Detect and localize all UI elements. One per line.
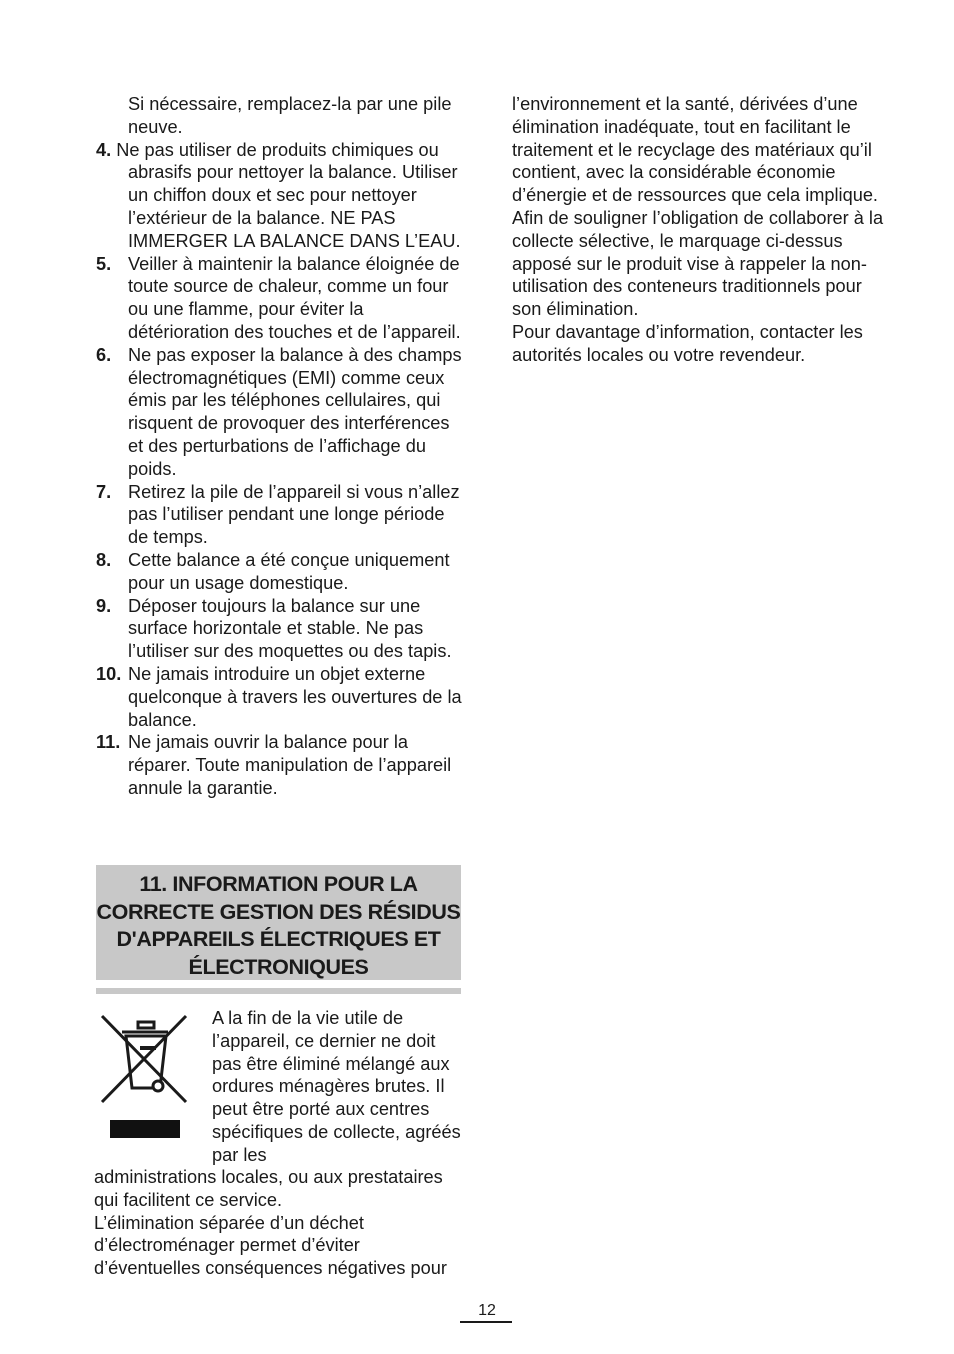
page-number: 12: [478, 1302, 496, 1319]
paragraph: Pour davantage d’information, contacter les autorités locales ou votre revendeur.: [512, 321, 863, 365]
item-text: Ne pas exposer la balance à des champs électromagnétiques (EMI) comme ceux émis par les téléphones cellulaires, qui risquent de provoquer des interférences et des perturbations de l’affichage du poids.: [128, 344, 462, 479]
list-item: [96, 663, 466, 731]
list-item: [96, 344, 466, 481]
list-item: [96, 481, 466, 549]
item-number: 4.: [96, 139, 112, 160]
item-text: Déposer toujours la balance sur une surface horizontale et stable. Ne pas l’utiliser sur des moquettes ou des tapis.: [128, 595, 452, 662]
item-text: Cette balance a été conçue uniquement pour un usage domestique.: [128, 549, 450, 593]
item-text: Ne jamais ouvrir la balance pour la réparer. Toute manipulation de l’appareil annule la garantie.: [128, 732, 452, 798]
heading-line: 11. INFORMATION POUR LA: [139, 872, 418, 896]
paragraph: administrations locales, ou aux prestataires qui facilitent ce service.: [94, 1167, 443, 1210]
list-item: [96, 549, 466, 595]
item-text: Ne jamais introduire un objet externe quelconque à travers les ouvertures de la balance.: [128, 663, 462, 730]
item-text: Retirez la pile de l’appareil si vous n’allez pas l’utiliser pendant une longe période de temps.: [128, 481, 460, 548]
list-item: [96, 253, 466, 344]
section-heading: [96, 865, 461, 980]
paragraph: l’environnement et la santé, dérivées d’une élimination inadéquate, tout en facilitant le traitement et le recyclage des matériaux qu’il contient, avec la considérable économie d’énergie et de ressources que cela implique.: [512, 94, 878, 206]
section-body: [94, 1166, 466, 1280]
item-number: 6.: [96, 344, 112, 365]
list-item: [96, 139, 466, 253]
left-column: [96, 93, 466, 800]
heading-underline: [96, 988, 461, 994]
paragraph: L’élimination séparée d’un déchet d’électroménager permet d’éviter d’éventuelles conséquences négatives pour: [94, 1212, 447, 1279]
heading-line: D'APPAREILS ÉLECTRIQUES ET: [116, 927, 441, 951]
list-item: [96, 731, 466, 799]
item-number: 10.: [96, 663, 122, 684]
item-number: 8.: [96, 549, 112, 570]
item-number: 9.: [96, 595, 112, 616]
item-text: Veiller à maintenir la balance éloignée de toute source de chaleur, comme un four ou une flamme, pour éviter la détérioration des touches et de l’appareil.: [128, 253, 461, 342]
paragraph: Afin de souligner l’obligation de collaborer à la collecte sélective, le marquage ci-dessus apposé sur le produit vise à rappeler la non-utilisation des conteneurs traditionnels pour son élimination.: [512, 207, 884, 320]
heading-line: ÉLECTRONIQUES: [188, 954, 369, 979]
section-wrap-text: A la fin de la vie utile de l’appareil, ce dernier ne doit pas être éliminé mélangé aux ordures ménagères brutes. Il peut être porté aux centres spécifiques de collecte, agréés par les: [212, 1008, 461, 1165]
item-number: 5.: [96, 253, 112, 274]
item-number: 7.: [96, 481, 112, 502]
list-item: [96, 595, 466, 663]
item-text: Ne pas utiliser de produits chimiques ou abrasifs pour nettoyer la balance. Utiliser un chiffon doux et sec pour nettoyer l’extérieur de la balance. NE PAS IMMERGER LA BALANCE DANS L’EAU.: [116, 139, 461, 251]
page-number-rule: [460, 1321, 512, 1323]
heading-line: CORRECTE GESTION DES RÉSIDUS: [96, 899, 461, 924]
intro-continuation: Si nécessaire, remplacez-la par une pile neuve.: [128, 94, 452, 137]
item-number: 11.: [96, 732, 121, 753]
crossed-out-wheelie-bin-icon: [98, 1012, 190, 1140]
right-column: [512, 93, 884, 367]
